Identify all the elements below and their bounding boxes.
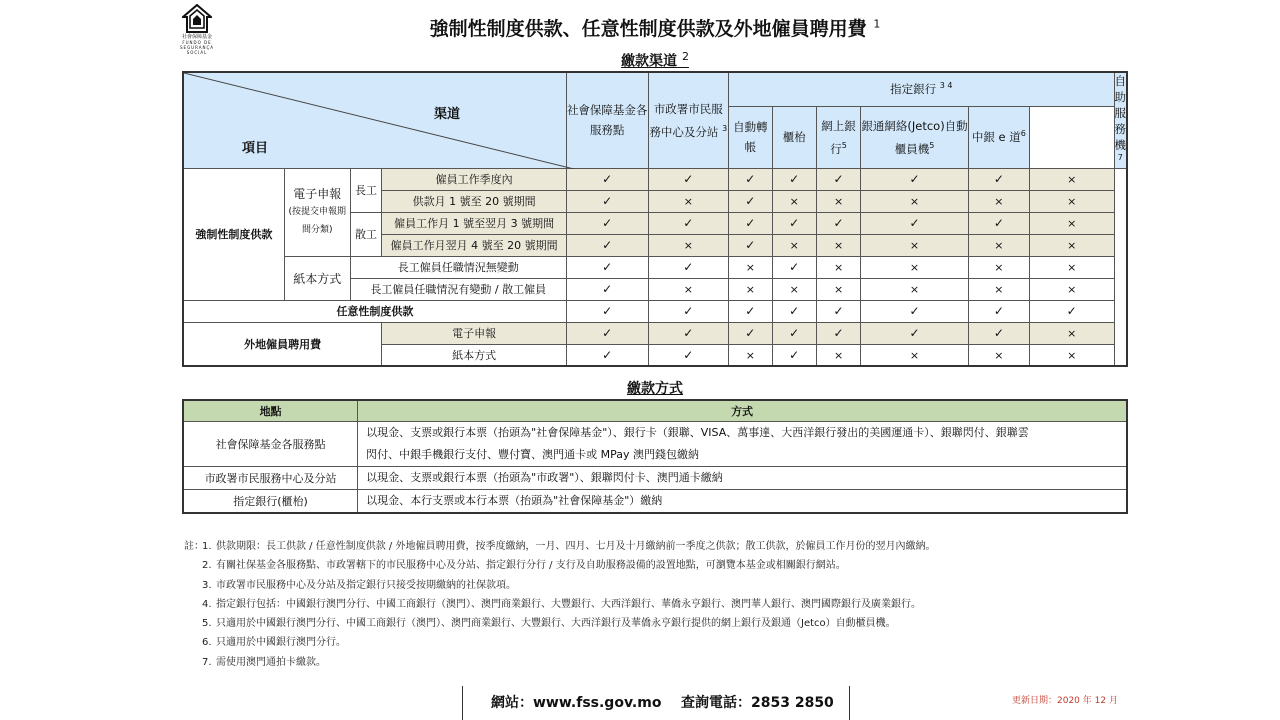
note-item: 6. 只適用於中國銀行澳門分行。 <box>202 637 346 649</box>
check-mark-icon: ✓ <box>566 300 648 322</box>
check-mark-icon: ✓ <box>648 344 729 366</box>
group-nonresident: 外地僱員聘用費 <box>183 322 382 366</box>
cross-mark-icon: × <box>968 256 1029 278</box>
group-casual: 散工 <box>350 212 382 256</box>
col-kiosk-header: 自助服務機 $^7$ <box>1114 72 1127 168</box>
note-item: 2. 有關社保基金各服務點、市政署轄下的市民服務中心及分站、指定銀行分行 / 支行及自助服務設備的設置地點，可瀏覽本基金或相關銀行網站。 <box>202 560 846 572</box>
method-iacm: 以現金、支票或銀行本票（抬頭為"市政署"）、銀聯閃付卡、澳門通卡繳納 <box>358 467 1127 490</box>
check-mark-icon: ✓ <box>968 322 1029 344</box>
cross-mark-icon: × <box>729 344 772 366</box>
row-label-5: 長工僱員任職情況無變動 <box>350 256 566 278</box>
methods-heading: 繳款方式 <box>627 381 683 397</box>
cross-mark-icon: × <box>729 256 772 278</box>
col-fss-header: 社會保障基金各服務點 <box>566 72 648 168</box>
place-bank: 指定銀行(櫃枱) <box>183 490 358 514</box>
row-label-10: 紙本方式 <box>382 344 567 366</box>
cross-mark-icon: × <box>648 234 729 256</box>
cross-mark-icon: × <box>968 344 1029 366</box>
group-longterm: 長工 <box>350 168 382 212</box>
check-mark-icon: ✓ <box>816 322 860 344</box>
check-mark-icon: ✓ <box>772 322 816 344</box>
check-mark-icon: ✓ <box>729 212 772 234</box>
cross-mark-icon: × <box>1029 344 1114 366</box>
cross-mark-icon: × <box>1029 190 1114 212</box>
corner-header-cell <box>183 72 566 168</box>
group-paper: 紙本方式 <box>284 256 350 300</box>
check-mark-icon: ✓ <box>816 168 860 190</box>
cross-mark-icon: × <box>968 190 1029 212</box>
note-item: 3. 市政署市民服務中心及分站及指定銀行只接受按期繳納的社保款項。 <box>202 579 516 591</box>
check-mark-icon: ✓ <box>772 168 816 190</box>
page-title: 強制性制度供款、任意性制度供款及外地僱員聘用費 $^1$ <box>429 17 881 40</box>
check-mark-icon: ✓ <box>566 344 648 366</box>
check-mark-icon: ✓ <box>861 168 969 190</box>
check-mark-icon: ✓ <box>566 322 648 344</box>
phone-number: 查詢電話：2853 2850 <box>681 695 834 711</box>
note-item: 5. 只適用於中國銀行澳門分行、中國工商銀行（澳門）、澳門商業銀行、大豐銀行、大西洋銀行及華僑永亨銀行提供的網上銀行及銀通（Jetco）自動櫃員機。 <box>202 618 896 630</box>
note-item: 4. 指定銀行包括：中國銀行澳門分行、中國工商銀行（澳門）、澳門商業銀行、大豐銀行、大西洋銀行、華僑永亨銀行、澳門華人銀行、澳門國際銀行及廣業銀行。 <box>202 598 921 610</box>
cross-mark-icon: × <box>861 278 969 300</box>
cross-mark-icon: × <box>1029 278 1114 300</box>
cross-mark-icon: × <box>772 190 816 212</box>
row-label-6: 長工僱員任職情況有變動 / 散工僱員 <box>350 278 566 300</box>
check-mark-icon: ✓ <box>1029 300 1114 322</box>
cross-mark-icon: × <box>816 190 860 212</box>
check-mark-icon: ✓ <box>772 344 816 366</box>
check-mark-icon: ✓ <box>729 322 772 344</box>
cross-mark-icon: × <box>1029 256 1114 278</box>
check-mark-icon: ✓ <box>648 322 729 344</box>
row-label-9: 電子申報 <box>382 322 567 344</box>
place-iacm: 市政署市民服務中心及分站 <box>183 467 358 490</box>
col-boc-header: 中銀 e 道$^6$ <box>968 106 1029 168</box>
check-mark-icon: ✓ <box>816 300 860 322</box>
cross-mark-icon: × <box>816 344 860 366</box>
row-label-1: 僱員工作季度內 <box>382 168 567 190</box>
col-counter-header: 櫃枱 <box>772 106 816 168</box>
row-label-4: 僱員工作月翌月 4 號至 20 號期間 <box>382 234 567 256</box>
payment-methods-table <box>182 399 1128 514</box>
check-mark-icon: ✓ <box>729 234 772 256</box>
check-mark-icon: ✓ <box>648 256 729 278</box>
row-label-2: 供款月 1 號至 20 號期間 <box>382 190 567 212</box>
check-mark-icon: ✓ <box>729 190 772 212</box>
cross-mark-icon: × <box>861 234 969 256</box>
corner-channel-label: 渠道 <box>434 107 461 122</box>
cross-mark-icon: × <box>1029 168 1114 190</box>
method-fss: 以現金、支票或銀行本票（抬頭為"社會保障基金"）、銀行卡（銀聯、VISA、萬事達、大西洋銀行發出的美國運通卡）、銀聯閃付、銀聯雲 閃付、中銀手機銀行支付、豐付寶、澳門通卡或 MPay 澳門錢包繳納 <box>358 422 1127 467</box>
cross-mark-icon: × <box>816 278 860 300</box>
check-mark-icon: ✓ <box>566 234 648 256</box>
updated-date: 更新日期：2020 年 12 月 <box>1012 696 1118 706</box>
check-mark-icon: ✓ <box>566 190 648 212</box>
cross-mark-icon: × <box>816 256 860 278</box>
cross-mark-icon: × <box>816 234 860 256</box>
cross-mark-icon: × <box>772 234 816 256</box>
cross-mark-icon: × <box>1029 212 1114 234</box>
col-banks-header: 指定銀行 $^{3 4}$ <box>729 72 1114 106</box>
cross-mark-icon: × <box>772 278 816 300</box>
check-mark-icon: ✓ <box>861 322 969 344</box>
check-mark-icon: ✓ <box>729 168 772 190</box>
website-link[interactable]: 網站：www.fss.gov.mo <box>491 695 662 711</box>
check-mark-icon: ✓ <box>861 300 969 322</box>
cross-mark-icon: × <box>968 234 1029 256</box>
check-mark-icon: ✓ <box>968 300 1029 322</box>
check-mark-icon: ✓ <box>729 300 772 322</box>
check-mark-icon: ✓ <box>772 212 816 234</box>
col-online-header: 網上銀行$^5$ <box>816 106 860 168</box>
check-mark-icon: ✓ <box>816 212 860 234</box>
notes-section <box>184 537 935 672</box>
col-method-header: 方式 <box>358 400 1127 422</box>
row-label-3: 僱員工作月 1 號至翌月 3 號期間 <box>382 212 567 234</box>
contact-footer <box>462 686 850 720</box>
check-mark-icon: ✓ <box>566 256 648 278</box>
cross-mark-icon: × <box>1029 322 1114 344</box>
logo-text-cn: 社會保障基金 <box>181 34 212 40</box>
check-mark-icon: ✓ <box>861 212 969 234</box>
check-mark-icon: ✓ <box>772 256 816 278</box>
check-mark-icon: ✓ <box>968 212 1029 234</box>
cross-mark-icon: × <box>729 278 772 300</box>
check-mark-icon: ✓ <box>566 168 648 190</box>
channels-heading: 繳款渠道 $^2$ <box>621 50 689 70</box>
note-item: 7. 需使用澳門通拍卡繳款。 <box>202 656 326 668</box>
cross-mark-icon: × <box>968 278 1029 300</box>
payment-channels-table <box>182 71 1128 367</box>
group-optional: 任意性制度供款 <box>183 300 566 322</box>
check-mark-icon: ✓ <box>648 300 729 322</box>
group-electronic: 電子申報 (按提交申報期間分類) <box>284 168 350 256</box>
place-fss: 社會保障基金各服務點 <box>183 422 358 467</box>
check-mark-icon: ✓ <box>772 300 816 322</box>
check-mark-icon: ✓ <box>968 168 1029 190</box>
cross-mark-icon: × <box>861 344 969 366</box>
col-iacm-header: 市政署市民服務中心及分站 $^3$ <box>648 72 729 168</box>
col-autopay-header: 自動轉帳 <box>729 106 772 168</box>
cross-mark-icon: × <box>861 190 969 212</box>
cross-mark-icon: × <box>648 190 729 212</box>
check-mark-icon: ✓ <box>566 212 648 234</box>
cross-mark-icon: × <box>1029 234 1114 256</box>
cross-mark-icon: × <box>648 278 729 300</box>
note-item: 註：1. 供款期限：長工供款 / 任意性制度供款 / 外地僱員聘用費，按季度繳納，一月、四月、七月及十月繳納前一季度之供款；散工供款，於僱員工作月份的翌月內繳納。 <box>184 541 936 552</box>
check-mark-icon: ✓ <box>648 168 729 190</box>
col-jetco-header: 銀通網絡(Jetco)自動櫃員機$^5$ <box>861 106 969 168</box>
check-mark-icon: ✓ <box>566 278 648 300</box>
col-place-header: 地點 <box>183 400 358 422</box>
corner-item-label: 項目 <box>242 141 269 156</box>
logo-text-pt: FUNDO DE SEGURANÇA SOCIAL <box>180 40 214 55</box>
cross-mark-icon: × <box>861 256 969 278</box>
group-mandatory: 強制性制度供款 <box>183 168 284 300</box>
method-bank: 以現金、本行支票或本行本票（抬頭為"社會保障基金"）繳納 <box>358 490 1127 514</box>
check-mark-icon: ✓ <box>648 212 729 234</box>
